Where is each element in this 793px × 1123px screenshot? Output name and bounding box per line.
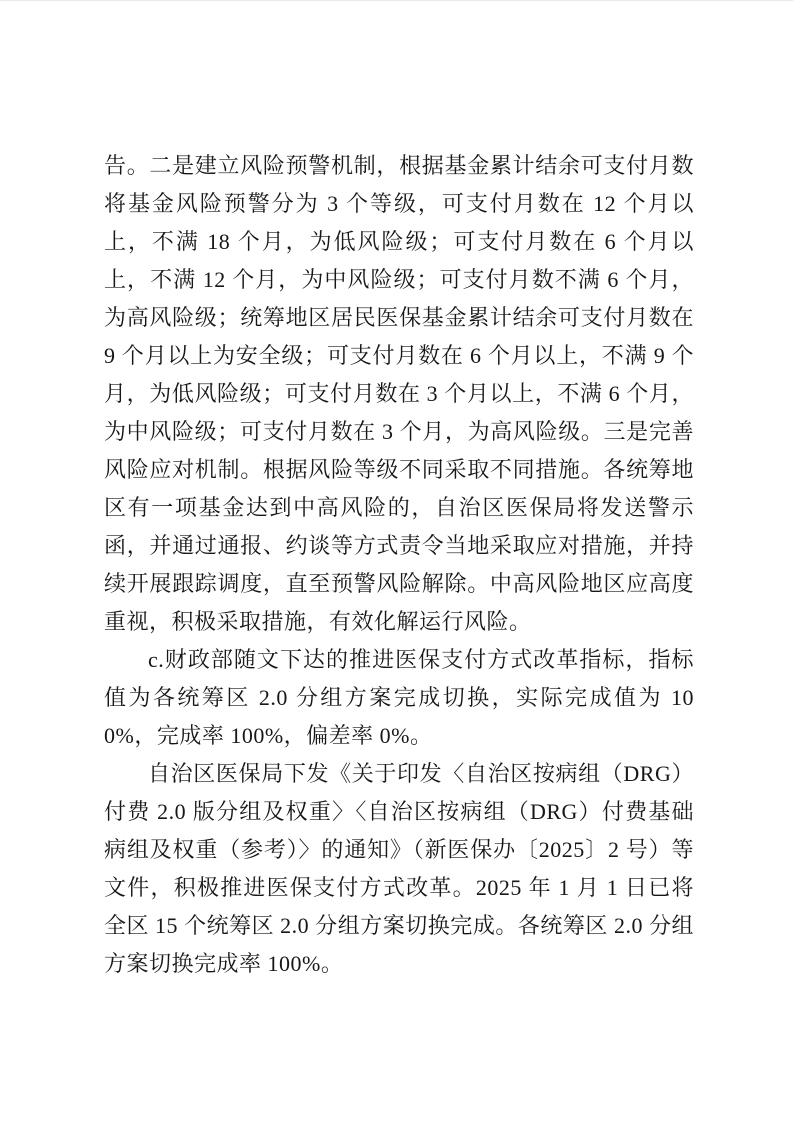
document-body-text: [104, 147, 694, 983]
paragraph-fiscal-reform-indicator: c.财政部随文下达的推进医保支付方式改革指标，指标值为各统筹区 2.0 分组方案完成切换，实际完成值为 100%，完成率 100%，偏差率 0%。: [104, 647, 694, 748]
paragraph-risk-warning-mechanism: 告。二是建立风险预警机制，根据基金累计结余可支付月数将基金风险预警分为 3 个等级，可支付月数在 12 个月以上，不满 18 个月，为低风险级；可支付月数在 6 个月以上，不满 12 个月，为中风险级；可支付月数不满 6 个月，为高风险级；统筹地区居民医保基金累计结余可支付月数在 9 个月以上为安全级；可支付月数在 6 个月以上，不满 9 个月，为低风险级；可支付月数在 3 个月以上，不满 6 个月，为中风险级；可支付月数在 3 个月，为高风险级。三是完善风险应对机制。根据风险等级不同采取不同措施。各统筹地区有一项基金达到中高风险的，自治区医保局将发送警示函，并通过通报、约谈等方式责令当地采取应对措施，并持续开展跟踪调度，直至预警风险解除。中高风险地区应高度重视，积极采取措施，有效化解运行风险。: [104, 153, 694, 634]
paragraph-drg-notice: 自治区医保局下发《关于印发〈自治区按病组（DRG）付费 2.0 版分组及权重〉〈自治区按病组（DRG）付费基础病组及权重（参考）〉的通知》（新医保办〔2025〕2 号）等文件，积极推进医保支付方式改革。2025 年 1 月 1 日已将全区 15 个统筹区 2.0 分组方案切换完成。各统筹区 2.0 分组方案切换完成率 100%。: [104, 761, 694, 976]
